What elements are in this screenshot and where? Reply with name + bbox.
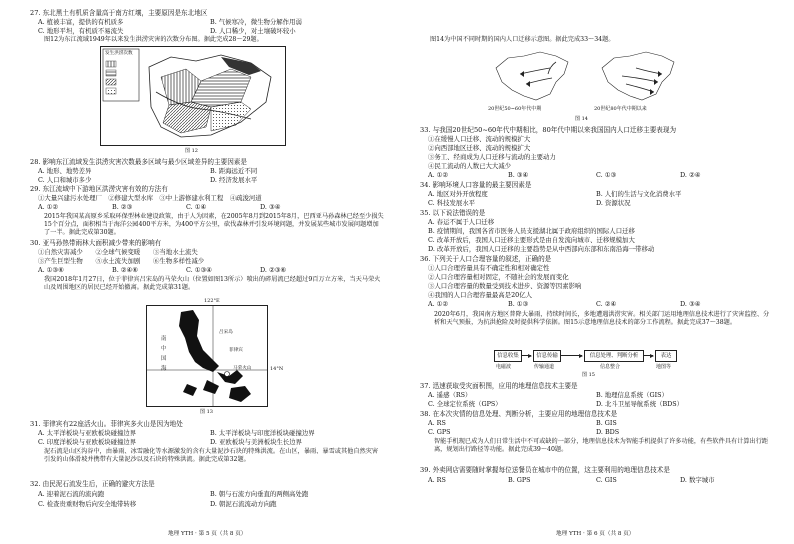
q32-option-a[interactable]: A. 迎着泥石流的流向跑 (38, 490, 105, 498)
q28-stem: 28. 影响东江流域发生洪涝灾害次数最多区域与最少区域差异的主要因素是 (30, 158, 247, 166)
q31-stem: 31. 菲律宾有22座活火山。菲律宾多火山是因为地处 (30, 420, 183, 428)
q31-option-b[interactable]: B. 太平洋板块与印度洋板块碰撞边界 (210, 429, 315, 437)
intro-14: 图14为中国不同时期的国内人口迁移示意图。据此完成33～34题。 (430, 36, 615, 43)
q27-option-b[interactable]: B. 气候寒冷，微生物分解作用弱 (210, 18, 302, 26)
q32-option-c[interactable]: C. 检查贵重财物后向安全地带转移 (38, 500, 137, 508)
q31-option-a[interactable]: A. 太平洋板块与亚欧板块碰撞边界 (38, 429, 137, 437)
q29-option-d[interactable]: D. ③④ (260, 203, 281, 211)
intro-12: 图12为东江流域1949年以来发生洪涝灾害的次数分布图。据此完成28～29题。 (44, 36, 263, 43)
q33-line2: ②向西部地区迁移、流动的规模扩大 (428, 144, 531, 152)
q28-option-c[interactable]: C. 人口和城市多少 (38, 176, 92, 184)
q34-option-b[interactable]: B. 人们的生活与文化消费水平 (596, 190, 682, 198)
q31-option-c[interactable]: C. 印度洋板块与亚欧板块碰撞边界 (38, 438, 137, 446)
figure-13-philippines-map (146, 305, 268, 407)
q30-option-a[interactable]: A. ①③⑥ (38, 266, 64, 274)
q33-option-b[interactable]: B. ③④ (508, 171, 529, 179)
q27-stem: 27. 东北黑土有机质含量高于南方红壤，主要原因是东北地区 (30, 9, 208, 17)
q32-stem: 32. 由民泥石流发生后，正确的避灾方法是 (30, 480, 155, 488)
q33-stem: 33. 与我国20世纪50~60年代中期相比，80年代中期以来我国国内人口迁移主要表现为 (420, 126, 677, 134)
q35-option-a[interactable]: A. 春运不属于人口迁移 (428, 218, 495, 226)
q30-option-c[interactable]: C. ①③④ (186, 266, 212, 274)
left-footer: 地理 YTH · 第 5 页（共 8 页） (168, 531, 247, 537)
q28-option-d[interactable]: D. 经济发展水平 (210, 176, 258, 184)
q38-option-c[interactable]: C. GPS (428, 428, 451, 436)
q30-option-b[interactable]: B. ②④⑥ (112, 266, 138, 274)
volcano-label: 马荣火山 (233, 366, 252, 371)
sea-label-2: 中 (161, 346, 167, 352)
flow-arrow-3 (643, 355, 653, 356)
q33-line1: ①在缓慢人口迁移、流动的规模扩大 (428, 135, 531, 143)
q36-option-d[interactable]: D. ③④ (680, 300, 701, 308)
q39-option-b[interactable]: B. GPS (508, 476, 531, 484)
q30-line1: ①自然灾害减少 ②全球气候变暖 ③当地水土流失 (38, 248, 198, 256)
q36-stem: 36. 下列关于人口合理容量的叙述，正确的是 (420, 255, 552, 263)
intro-30: 2015年我国某高原乡采取环保型林业建设政策，由于人为因素，在2005年8月到2015年8月，巴西亚马孙森林已经至少损失15个百分点，面积相当于海洋公园400平方米，为400平方公里，砍伐森林并引发环境问题，并发展某些城市发展问题增加了一半。据此完成第30题。 (44, 213, 384, 236)
q37-option-b[interactable]: B. 地理信息系统（GIS） (596, 391, 668, 399)
q30-stem: 30. 亚马孙热带雨林大面积减少带来的影响有 (30, 239, 162, 247)
q39-option-c[interactable]: C. GIS (596, 476, 617, 484)
q27-option-a[interactable]: A. 植被丰富，提供的有机质多 (38, 18, 124, 26)
legend-title: 发生洪涝次数 (105, 51, 133, 56)
q33-line4: ④民工流动的人数已大大减少 (428, 162, 512, 170)
longitude-label: 122°E (204, 298, 220, 304)
q35-stem: 35. 以下说法错误的是 (420, 209, 486, 217)
flow-box-express: 表达 (655, 350, 677, 362)
q34-option-d[interactable]: D. 资源状况 (596, 199, 631, 207)
q28-option-b[interactable]: B. 距海远近不同 (210, 167, 258, 175)
q37-stem: 37. 迅速获取受灾面积图，应用的地理信息技术主要是 (420, 382, 578, 390)
q33-option-a[interactable]: A. ①② (428, 171, 449, 179)
q30-line2: ③产生巨型生物 ⑤水土流失加剧 ⑥生物多样性减少 (38, 257, 205, 265)
intro-39: 智能手机现已成为人们日常生活中不可或缺的一部分，地理信息技术为智能手机提供了许多功能，有些软件具有计算出行距离，规划出行路径等功能。据此完成39～40题。 (434, 438, 769, 453)
q37-option-c[interactable]: C. 全球定位系统（GPS） (428, 400, 502, 408)
q39-stem: 39. 外卖网店需要随时掌握每位送餐员在城市中的位置，这主要利用的地理信息技术是 (420, 466, 670, 474)
q38-stem: 38. 在本次灾情的信息处理、判断分析，主要应用的地理信息技术是 (420, 410, 618, 418)
flow-box-collect: 信息收集 (494, 350, 522, 362)
q27-option-d[interactable]: D. 人口稀少，对土壤破坏较小 (210, 27, 296, 35)
q38-option-a[interactable]: A. RS (428, 419, 446, 427)
q36-line1: ①人口合理容量具有不确定性和相对确定性 (428, 264, 550, 272)
q36-line2: ②人口合理容量相对固定，不随社会的发展而变化 (428, 273, 569, 281)
q33-option-c[interactable]: C. ①③ (596, 171, 617, 179)
flow-arrow-2 (560, 355, 582, 356)
q38-option-d[interactable]: D. BDS (596, 428, 620, 436)
intro-31: 我国2018年1月27日，位于菲律宾吕宋岛的马荣火山（位置如图13所示）喷出的碎屑流已经超过9百万立方米，当天马荣火山及周围地区的居民已经开始撤离。据此完成第31题。 (44, 276, 381, 291)
sea-label-3: 国 (161, 356, 167, 362)
island-label: 吕宋岛 (219, 330, 233, 335)
figure-15-caption: 图 15 (582, 372, 595, 378)
flow-arrow-1 (521, 355, 531, 356)
q36-line3: ③人口合理容量的数量受到技术进步、资源等因素影响 (428, 282, 582, 290)
q35-option-d[interactable]: D. 改革开放后，我国人口迁移的主要趋势是从中西部向东部和东南沿海一带移动 (428, 245, 655, 253)
q37-option-d[interactable]: D. 北斗卫星导航系统（BDS） (596, 400, 684, 408)
figure-12-flood-map (100, 46, 286, 146)
q34-option-c[interactable]: C. 科技发展水平 (428, 199, 476, 207)
q31-option-d[interactable]: D. 亚欧板块与美洲板块生长边界 (210, 438, 303, 446)
right-footer: 地理 YTH · 第 6 页（共 8 页） (556, 531, 635, 537)
flow-label-4: 地图等 (656, 364, 672, 370)
map-a-label: 20世纪50~60年代中期 (488, 106, 542, 112)
q38-option-b[interactable]: B. GIS (596, 419, 617, 427)
q29-option-c[interactable]: C. ①④ (186, 203, 207, 211)
q36-option-b[interactable]: B. ①③ (508, 300, 529, 308)
map-b-label: 20世纪80年代中期以来 (594, 106, 647, 112)
intro-32: 泥石流是山区沟谷中，由暴雨、冰雪融化等水源激发的含有大量泥沙石块的特殊洪流。在山区，暴雨、暴雪或其他自然灾害引发的山体滑坡并携带有大量泥沙以及石块的特殊洪流。据此完成第32题。 (44, 448, 379, 463)
q35-option-b[interactable]: B. 疫情期间，我国各省市医务人员支援湖北属于政府组织的国际人口迁移 (428, 227, 635, 235)
migration-map-a (490, 48, 574, 104)
q32-option-b[interactable]: B. 朝与石流方向垂直的两侧高处跑 (210, 490, 309, 498)
intro-37: 2020年6月，我国南方地区普降大暴雨，持续时间长，多地遭遇洪涝灾害。相关部门运用地理信息技术进行了灾害监控、分析和天气预报，为抗洪抢险及时提供科学依据。图15示意地理信息技术的部分工作流程。据此完成37～38题。 (434, 311, 770, 326)
q34-option-a[interactable]: A. 地区对外开放程度 (428, 190, 488, 198)
figure-14-caption: 图 14 (575, 116, 588, 122)
sea-label-1: 南 (161, 336, 167, 342)
latitude-label: 14°N (270, 366, 284, 372)
flow-label-1: 电磁波 (496, 364, 512, 370)
q37-option-a[interactable]: A. 遥感（RS） (428, 391, 472, 399)
q36-option-a[interactable]: A. ①② (428, 300, 449, 308)
q34-stem: 34. 影响环境人口容量的最主要因素是 (420, 181, 532, 189)
flow-label-3: 信息整合 (600, 364, 621, 370)
migration-map-b (596, 48, 680, 104)
q29-option-a[interactable]: A. ①② (38, 203, 59, 211)
sea-label-4: 海 (161, 366, 167, 372)
q39-option-a[interactable]: A. RS (428, 476, 446, 484)
flow-box-transmit: 信息传输 (533, 350, 561, 362)
q33-line3: ③务工、经商成为人口迁移与流动的主要动力 (428, 153, 556, 161)
flow-label-2: 传输通道 (534, 364, 555, 370)
q30-option-d[interactable]: D. ②③⑥ (260, 266, 287, 274)
q29-option-b[interactable]: B. ②③ (112, 203, 133, 211)
q33-option-d[interactable]: D. ②④ (680, 171, 701, 179)
q39-option-d[interactable]: D. 数字城市 (680, 476, 715, 484)
q27-option-c[interactable]: C. 地形平坦，有机质不易流失 (38, 27, 124, 35)
figure-12-caption: 图 12 (185, 148, 198, 154)
q32-option-d[interactable]: D. 朝泥石流流动方向跑 (210, 500, 277, 508)
q29-stem: 29. 东江流域中下游地区洪涝灾害有效的方法有 (30, 185, 168, 193)
bay-label: 菲律宾 (229, 348, 243, 353)
q35-option-c[interactable]: C. 改革开放后，我国人口迁移主要形式是由自发流向城市、迁移规模加大 (428, 236, 635, 244)
flow-box-process: 信息处理、判断分析 (584, 350, 644, 362)
q28-option-a[interactable]: A. 地形、地势差异 (38, 167, 92, 175)
q36-option-c[interactable]: C. ②④ (596, 300, 617, 308)
flood-map-svg (101, 47, 285, 145)
figure-13-caption: 图 13 (200, 409, 213, 415)
q36-line4: ④我国的人口合理容量最高是20亿人 (428, 291, 532, 299)
q29-line1: ①大量兴建污水处理厂 ②修建大型水库 ③中上游修建水利工程 ④疏浚河道 (38, 194, 262, 202)
